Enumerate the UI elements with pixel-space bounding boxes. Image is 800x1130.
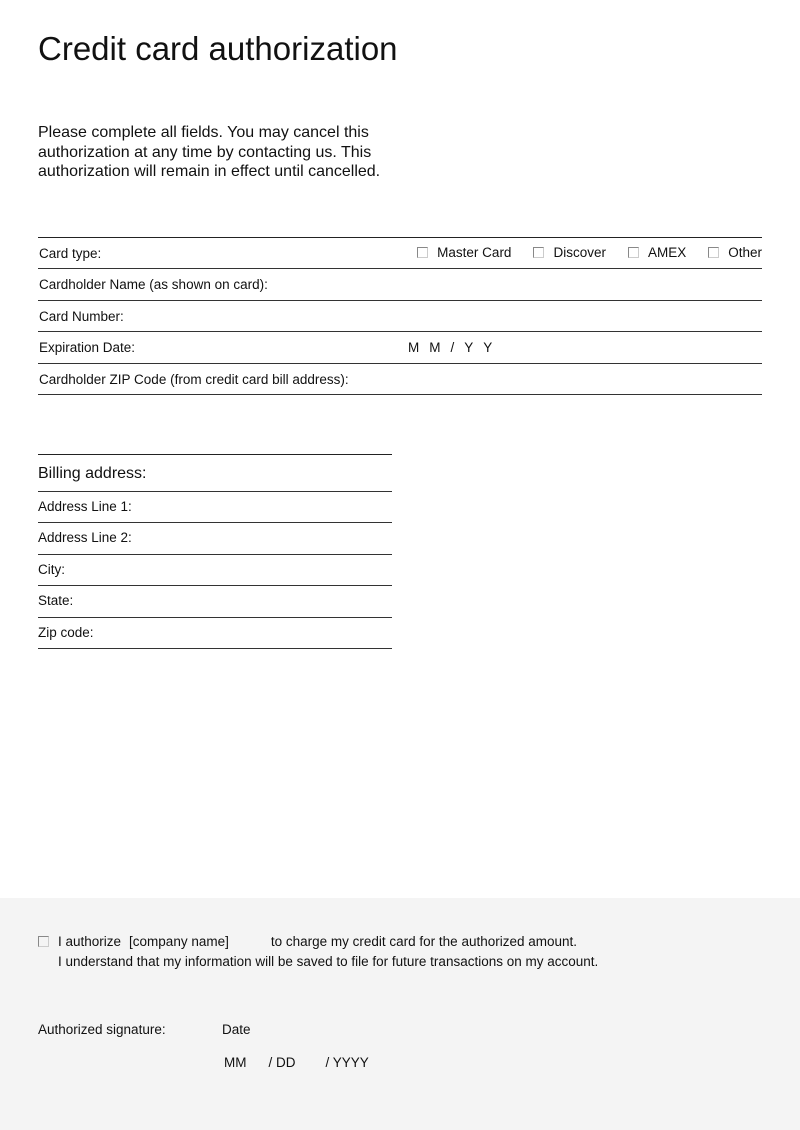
billing-field-label: City: bbox=[38, 561, 65, 577]
expiration-date-field[interactable] bbox=[38, 332, 762, 363]
card-details-table bbox=[38, 237, 762, 395]
authorize-suffix: to charge my credit card for the authorized amount. bbox=[270, 934, 578, 949]
card-type-other[interactable] bbox=[708, 245, 762, 260]
zip-code-label: Cardholder ZIP Code (from credit card bill address): bbox=[39, 371, 349, 387]
zip-code-field[interactable] bbox=[38, 364, 762, 395]
company-name-field[interactable]: [company name] bbox=[129, 934, 229, 949]
address-line-1-field[interactable] bbox=[38, 492, 392, 523]
exp-sep: / bbox=[450, 340, 455, 356]
card-type-option-label: Other bbox=[728, 245, 762, 260]
card-type-row bbox=[38, 238, 762, 269]
billing-heading-row bbox=[38, 455, 392, 492]
address-line-2-field[interactable] bbox=[38, 523, 392, 554]
exp-m1: M bbox=[408, 340, 420, 356]
date-field[interactable] bbox=[224, 1055, 369, 1070]
card-type-options bbox=[417, 245, 762, 260]
date-yyyy: / YYYY bbox=[325, 1055, 369, 1070]
state-field[interactable] bbox=[38, 586, 392, 617]
page-title: Credit card authorization bbox=[38, 30, 398, 67]
billing-field-label: Zip code: bbox=[38, 624, 94, 640]
billing-zip-field[interactable] bbox=[38, 618, 392, 649]
cardholder-name-field[interactable] bbox=[38, 269, 762, 300]
authorization-footer bbox=[0, 898, 800, 1130]
card-type-discover[interactable] bbox=[533, 245, 606, 260]
billing-field-label: Address Line 2: bbox=[38, 530, 132, 546]
authorization-line-1 bbox=[38, 932, 598, 952]
authorization-line-2: I understand that my information will be saved to file for future transactions on my account. bbox=[58, 953, 599, 969]
billing-address-section bbox=[38, 454, 392, 649]
expiration-format bbox=[408, 340, 502, 355]
date-mm: MM bbox=[224, 1055, 247, 1070]
billing-heading: Billing address: bbox=[38, 465, 147, 482]
exp-m2: M bbox=[429, 340, 441, 356]
authorize-checkbox[interactable] bbox=[38, 936, 49, 947]
checkbox-amex[interactable] bbox=[628, 247, 639, 258]
authorization-statement bbox=[38, 932, 598, 971]
exp-y2: Y bbox=[483, 340, 493, 356]
cardholder-name-label: Cardholder Name (as shown on card): bbox=[39, 277, 268, 293]
city-field[interactable] bbox=[38, 555, 392, 586]
billing-field-label: State: bbox=[38, 593, 74, 609]
card-type-mastercard[interactable] bbox=[417, 245, 511, 260]
date-label: Date bbox=[222, 1022, 251, 1037]
checkbox-mastercard[interactable] bbox=[417, 247, 428, 258]
billing-field-label: Address Line 1: bbox=[38, 499, 132, 514]
card-type-option-label: Discover bbox=[553, 245, 606, 260]
exp-y1: Y bbox=[464, 340, 474, 356]
checkbox-other[interactable] bbox=[708, 247, 719, 258]
authorize-prefix: I authorize bbox=[58, 934, 122, 949]
intro-text: Please complete all fields. You may cancel this authorization at any time by contacting us. This authorization will remain in effect until cancelled. bbox=[38, 124, 381, 180]
expiration-date-label: Expiration Date: bbox=[39, 340, 136, 356]
signature-label: Authorized signature: bbox=[38, 1022, 166, 1037]
date-dd: / DD bbox=[268, 1055, 296, 1070]
card-number-field[interactable] bbox=[38, 301, 762, 332]
card-type-option-label: Master Card bbox=[437, 245, 512, 260]
checkbox-discover[interactable] bbox=[533, 247, 544, 258]
card-number-label: Card Number: bbox=[39, 308, 124, 324]
card-type-option-label: AMEX bbox=[647, 245, 687, 260]
card-type-label: Card type: bbox=[39, 246, 102, 261]
card-type-amex[interactable] bbox=[628, 245, 686, 260]
